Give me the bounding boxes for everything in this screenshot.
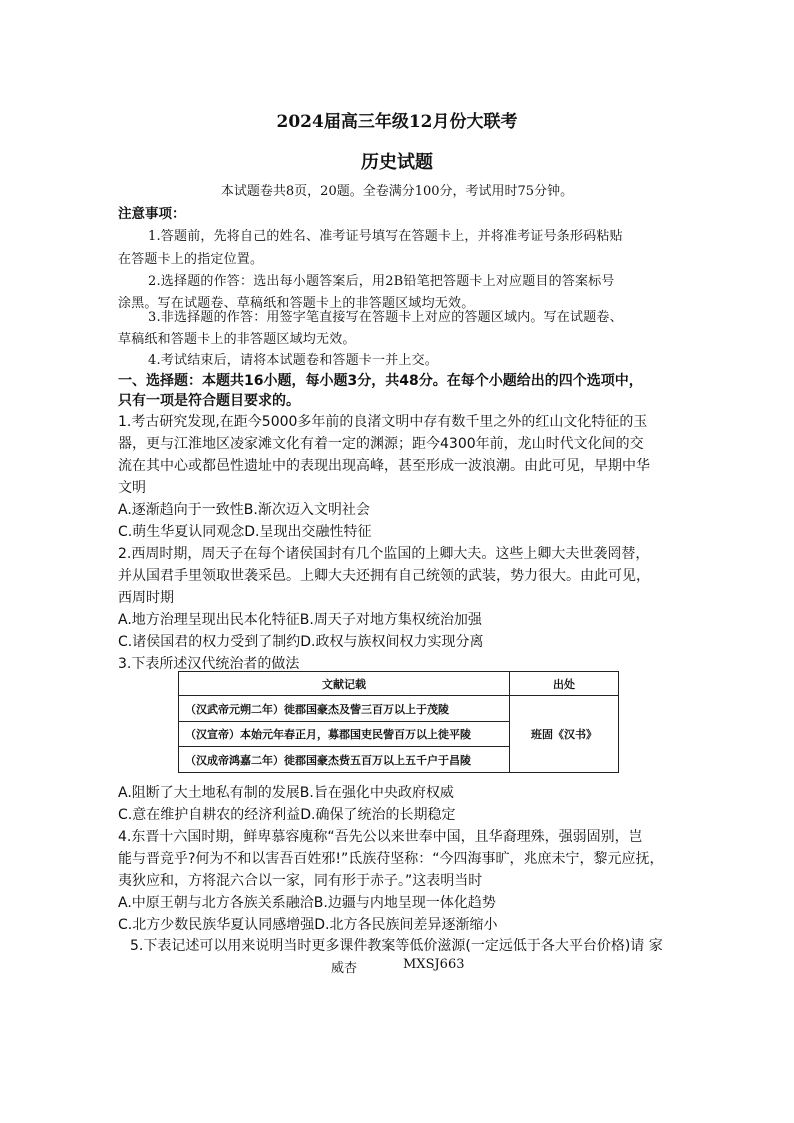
question-2-options: C.诸侯国君的权力受到了制约D.政权与族权间权力实现分离 [118,634,484,650]
question-1-options: A.逐渐趋向于一致性B.渐次迈入文明社会 [118,502,370,518]
paper-code: MXSJ663 [403,957,465,972]
question-4-options: A.中原王朝与北方各族关系融洽B.边疆与内地呈现一体化趋势 [118,895,496,911]
notice-heading: 注意事项： [118,206,186,222]
question-4-stem: 能与晋竞乎?何为不和以害吾百姓邪!”氐族苻坚称：“今四海事旷，兆庶未宁，黎元应抚， [118,851,664,867]
question-3-stem: 3.下表所述汉代统治者的做法 [118,656,300,672]
exam-title: 2024届高三年级12月份大联考 [276,112,518,132]
table-header-source: 出处 [510,672,619,696]
subject-title: 历史试题 [361,152,433,173]
question-1-stem: 流在其中心或都邑性遗址中的表现出现高峰，甚至形成一波浪潮。由此可见，早期中华 [118,458,650,474]
question-2-stem: 并从国君手里领取世袭采邑。上卿大夫还拥有自己统领的武装，势力很大。由此可见， [118,568,650,584]
question-3-options: A.阻断了大土地私有制的发展B.旨在强化中央政府权威 [118,785,454,801]
table-row: （汉武帝元朔二年）徙郡国豪杰及訾三百万以上于茂陵 [179,696,510,722]
notice-line: 涂黑。写在试题卷、草稿纸和答题卡上的非答题区域均无效。 [118,296,475,311]
table-row: （汉宣帝）本始元年春正月，募郡国吏民訾百万以上徙平陵 [179,721,510,747]
table-source-cell: 班固《汉书》 [510,696,619,773]
question-4-options: C.北方少数民族华夏认同感增强D.北方各民族间差异逐渐缩小 [118,917,498,933]
question-1-stem: 器，更与江淮地区凌家滩文化有着一定的渊源；距今4300年前，龙山时代文化间的交 [118,436,644,452]
source-table [178,671,619,773]
section-heading: 只有一项是符合题目要求的。 [118,393,300,409]
question-2-stem: 2.西周时期，周天子在每个诸侯国封有几个监国的上卿大夫。这些上卿大夫世袭罔替， [118,546,650,562]
question-4-stem: 4.东晋十六国时期，鲜卑慕容廆称“吾先公以来世奉中国，且华裔理殊，强弱固别，岂 [118,829,643,845]
notice-line: 4.考试结束后，请将本试题卷和答题卡一并上交。 [148,353,439,368]
question-1-options: C.萌生华夏认同观念D.呈现出交融性特征 [118,524,372,540]
question-2-stem: 西周时期 [118,590,174,606]
notice-line: 在答题卡上的指定位置。 [118,252,264,267]
question-4-stem: 夷狄应和，方将混六合以一家，同有形于赤子。”这表明当时 [118,873,483,889]
question-2-options: A.地方治理呈现出民本化特征B.周天子对地方集权统治加强 [118,612,482,628]
question-5-stem: 5.下表记述可以用来说明当时更多课件教案等低价滋源(一定远低于各大平台价格)请 家 [130,938,663,954]
notice-line: 1.答题前，先将自己的姓名、准考证号填写在答题卡上，并将准考证号条形码粘贴 [148,229,623,244]
section-heading: 一、选择题：本题共16小题，每小题3分，共48分。在每个小题给出的四个选项中， [118,373,643,389]
notice-line: 3.非选择题的作答：用签字笔直接写在答题卡上对应的答题区域内。写在试题卷、 [148,310,623,325]
question-3-options: C.意在维护自耕农的经济利益D.确保了统治的长期稳定 [118,807,456,823]
question-1-stem: 文明 [118,480,146,496]
notice-line: 草稿纸和答题卡上的非答题区域均无效。 [118,332,356,347]
question-1-stem: 1.考古研究发现,在距今5000多年前的良渚文明中存有数千里之外的红山文化特征的玉 [118,414,648,430]
exam-info: 本试题卷共8页，20题。全卷满分100分，考试用时75分钟。 [220,184,574,199]
notice-line: 2.选择题的作答：选出每小题答案后，用2B铅笔把答题卡上对应题目的答案标号 [148,274,615,289]
footer-mark: 威杏 [331,961,358,976]
table-header-record: 文献记载 [179,672,510,696]
table-row: （汉成帝鸿嘉二年）徙郡国豪杰赀五百万以上五千户于昌陵 [179,747,510,773]
